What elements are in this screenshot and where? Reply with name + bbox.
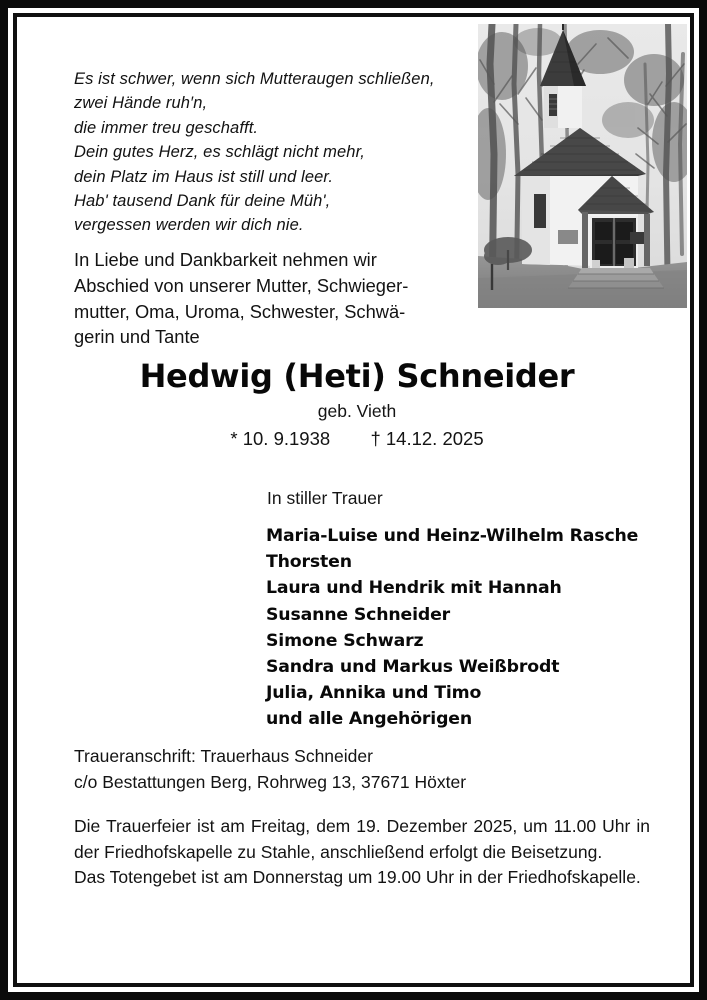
list-item: Susanne Schneider <box>266 604 451 625</box>
poem-line: Dein gutes Herz, es schlägt nicht mehr, <box>74 143 365 162</box>
mourning-label: In stiller Trauer <box>267 488 383 508</box>
poem-line: Hab' tausend Dank für deine Müh', <box>74 192 331 211</box>
life-dates <box>27 427 687 451</box>
mourners-list <box>266 523 686 733</box>
address-line-1: Traueranschrift: Trauerhaus Schneider <box>74 746 373 766</box>
poem-line: zwei Hände ruh′n, <box>74 94 208 113</box>
frame-border <box>13 13 694 987</box>
list-item: und alle Angehörigen <box>266 709 473 730</box>
mourning-address <box>74 744 654 795</box>
address-line-2: c/o Bestattungen Berg, Rohrweg 13, 37671 Höxter <box>74 771 467 792</box>
ceremony-text: Die Trauerfeier ist am Freitag, dem 19. Dezember 2025, um 11.00 Uhr in der Friedhofskapelle zu Stahle, anschließend erfolgt die Beisetzung. <box>74 816 650 862</box>
intro-line: gerin und Tante <box>74 326 200 348</box>
list-item: Julia, Annika und Timo <box>266 683 482 704</box>
poem-line: die immer treu geschafft. <box>74 118 259 137</box>
death-date: 14.12. 2025 <box>385 428 484 449</box>
maiden-name: geb. Vieth <box>317 401 397 421</box>
chapel-photo-image <box>478 24 687 308</box>
list-item: Maria-Luise und Heinz-Wilhelm Rasche <box>266 526 639 546</box>
notice-content <box>17 17 690 983</box>
poem <box>74 67 474 238</box>
poem-line: dein Platz im Haus ist still und leer. <box>74 167 334 186</box>
intro-line: In Liebe und Dankbarkeit nehmen wir <box>74 249 377 270</box>
intro-line: Abschied von unserer Mutter, Schwieger- <box>74 274 409 296</box>
death-symbol: † <box>370 428 381 449</box>
list-item: Thorsten <box>266 552 352 573</box>
service-details <box>74 814 650 891</box>
prayer-text: Das Totengebet ist am Donnerstag um 19.00 Uhr in der Friedhofskapelle. <box>74 867 641 888</box>
birth-date: 10. 9.1938 <box>242 428 331 449</box>
poem-line: vergessen werden wir dich nie. <box>74 216 304 235</box>
deceased-name-block <box>27 357 687 451</box>
page-title: Hedwig (Heti) Schneider <box>139 357 575 395</box>
list-item: Laura und Hendrik mit Hannah <box>266 578 562 599</box>
list-item: Simone Schwarz <box>266 630 424 651</box>
list-item: Sandra und Markus Weißbrodt <box>266 657 560 678</box>
birth-symbol: * <box>230 428 238 449</box>
frame-white-gap <box>8 8 699 992</box>
friedhofskapelle-photo <box>478 24 687 308</box>
poem-line: Es ist schwer, wenn sich Mutteraugen schließen, <box>74 70 435 88</box>
intro-line: mutter, Oma, Uroma, Schwester, Schwä- <box>74 300 406 322</box>
intro-paragraph <box>74 247 462 350</box>
